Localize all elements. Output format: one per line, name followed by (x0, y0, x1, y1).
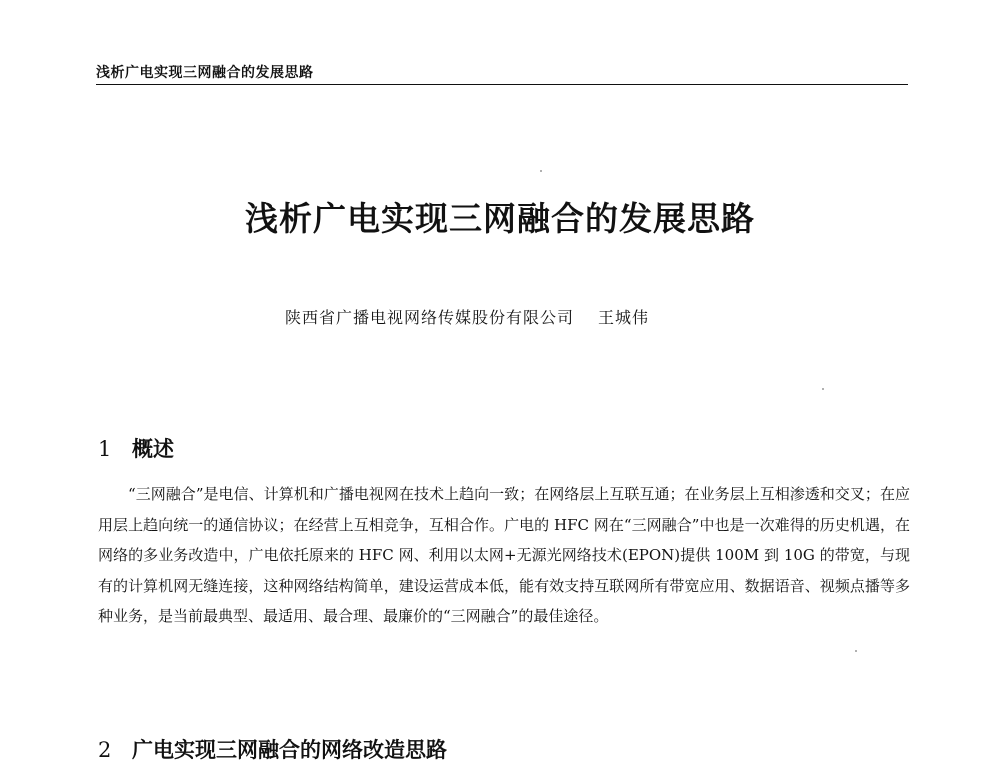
scan-speck (540, 170, 542, 172)
header-rule (96, 84, 908, 85)
section-1-title: 概述 (132, 437, 174, 461)
author-line (285, 305, 649, 328)
section-1-heading (98, 433, 174, 463)
author-affiliation: 陕西省广播电视网络传媒股份有限公司 (285, 308, 575, 327)
section-1-paragraph: “三网融合”是电信、计算机和广播电视网在技术上趋向一致；在网络层上互联互通；在业务层上互相渗透和交叉；在应用层上趋向统一的通信协议；在经营上互相竞争，互相合作。广电的 HFC 网在“三网融合”中也是一次难得的历史机遇，在网络的多业务改造中，广电依托原来的 HFC 网、利用以太网+无源光网络技术(EPON)提供 100M 到 10G 的带宽，与现有的计算机网无缝连接，这种网络结构简单，建设运营成本低，能有效支持互联网所有带宽应用、数据语音、视频点播等多种业务，是当前最典型、最适用、最合理、最廉价的“三网融合”的最佳途径。 (98, 485, 910, 625)
section-1-number: 1 (98, 437, 112, 461)
section-2-number: 2 (98, 738, 112, 762)
document-title: 浅析广电实现三网融合的发展思路 (245, 199, 755, 238)
author-name: 王城伟 (598, 308, 650, 327)
section-2-title: 广电实现三网融合的网络改造思路 (132, 738, 447, 762)
scan-speck (822, 388, 824, 390)
running-header: 浅析广电实现三网融合的发展思路 (96, 65, 314, 81)
scan-speck (855, 650, 857, 652)
